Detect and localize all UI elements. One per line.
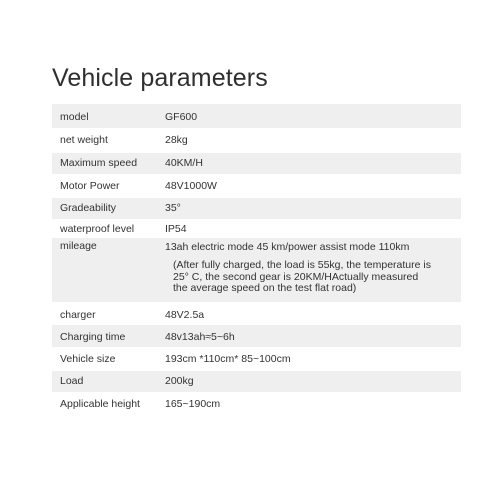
parameters-table — [52, 104, 461, 416]
row-value: 28kg — [165, 134, 188, 146]
row-value: 48v13ah≈5~6h — [165, 331, 235, 343]
row-value: 48V1000W — [165, 180, 217, 192]
table-row-applicable-height — [52, 393, 461, 416]
mileage-note-line: the average speed on the test flat road) — [173, 282, 357, 294]
row-value: 200kg — [165, 375, 194, 387]
row-value: 193cm *110cm* 85~100cm — [165, 353, 291, 365]
row-label: Vehicle size — [60, 353, 116, 365]
row-label: mileage — [60, 240, 97, 252]
table-row-gradeability — [52, 198, 461, 220]
row-label: Applicable height — [60, 398, 140, 410]
row-label: net weight — [60, 134, 108, 146]
mileage-value: 13ah electric mode 45 km/power assist mode 110km — [165, 241, 410, 253]
table-row-model — [52, 104, 461, 129]
table-row-load — [52, 371, 461, 393]
row-value: 48V2.5a — [165, 309, 205, 321]
row-label: Motor Power — [60, 180, 120, 192]
row-value: 40KM/H — [165, 157, 203, 169]
table-row-net-weight — [52, 129, 461, 153]
row-label: charger — [60, 309, 96, 321]
table-row-motor-power — [52, 175, 461, 198]
page-title: Vehicle parameters — [52, 64, 268, 92]
mileage-note-line: (After fully charged, the load is 55kg, the temperature is — [173, 259, 431, 271]
table-row-vehicle-size — [52, 348, 461, 371]
row-label: waterproof level — [60, 223, 135, 235]
mileage-note-line: 25° C, the second gear is 20KM/HActually measured — [173, 270, 419, 283]
row-value: 165~190cm — [165, 398, 221, 410]
row-label: model — [60, 111, 89, 123]
table-row-waterproof-level — [52, 220, 461, 238]
row-value: 35° — [165, 202, 181, 214]
row-value — [163, 238, 461, 295]
table-row-charger — [52, 303, 461, 325]
table-row-mileage — [52, 238, 461, 303]
row-label: Load — [60, 375, 84, 387]
row-label: Gradeability — [60, 202, 117, 214]
row-value: GF600 — [165, 111, 198, 123]
mileage-note — [165, 260, 461, 295]
row-label: Maximum speed — [60, 157, 138, 169]
row-label: Charging time — [60, 331, 126, 343]
table-row-maximum-speed — [52, 153, 461, 175]
table-row-charging-time — [52, 325, 461, 348]
row-value: IP54 — [165, 223, 187, 235]
